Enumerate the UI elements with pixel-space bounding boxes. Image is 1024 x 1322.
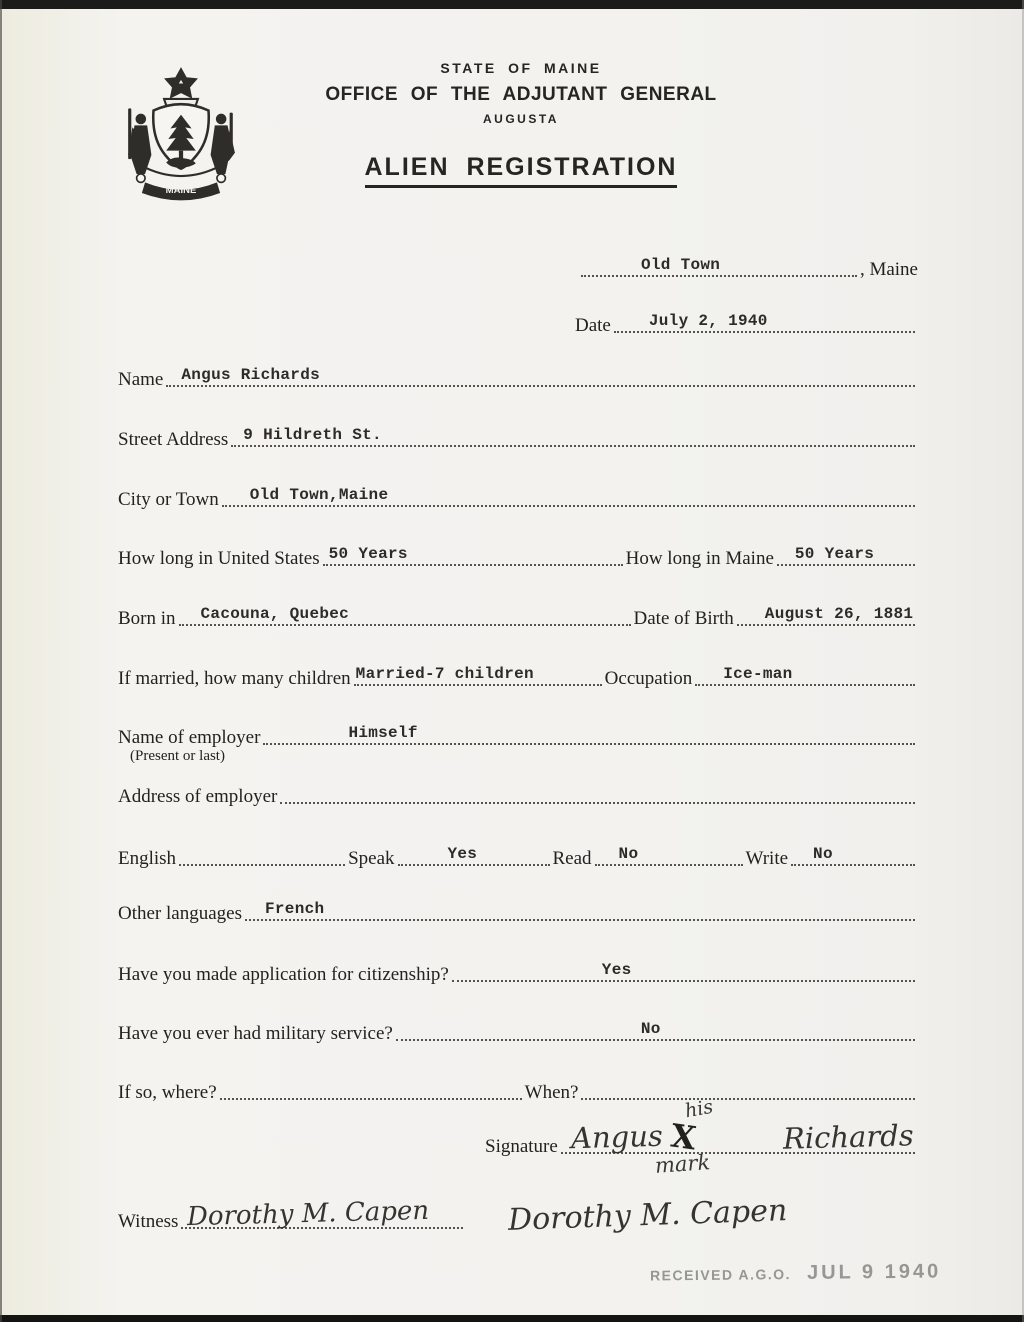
speak-label: Speak: [348, 848, 395, 869]
dotted-line: [280, 794, 915, 804]
form-title: ALIEN REGISTRATION: [365, 153, 678, 188]
scan-edge-top: [0, 0, 1024, 9]
speak-value: Yes: [447, 844, 478, 863]
field-row-place: [578, 255, 918, 281]
field-row-street: [118, 425, 918, 451]
stamp-agency-text: RECEIVED A.G.O.: [649, 1266, 792, 1284]
dotted-line: [695, 664, 915, 686]
dotted-line: [614, 311, 915, 333]
dotted-line: [245, 899, 915, 921]
dotted-line: [561, 1095, 915, 1178]
field-row-residency: [118, 544, 918, 570]
dotted-line: [179, 604, 631, 626]
city-label: City or Town: [118, 489, 219, 510]
place-state-label: , Maine: [859, 259, 918, 280]
name-value: Angus Richards: [181, 365, 320, 384]
where-label: If so, where?: [118, 1082, 217, 1103]
us-years-label: How long in United States: [118, 548, 320, 569]
dotted-line: [452, 960, 915, 982]
date-value: July 2, 1940: [648, 311, 768, 330]
his-mark-x: X: [668, 1116, 699, 1158]
english-label: English: [118, 848, 177, 869]
maine-years-value: 50 Years: [794, 544, 875, 563]
dotted-line: [323, 544, 623, 566]
field-row-family-occupation: [118, 664, 918, 690]
read-label: Read: [552, 848, 592, 869]
dotted-line: [581, 1090, 915, 1100]
field-row-witness: [118, 1193, 918, 1238]
field-row-where-when: [118, 1082, 918, 1104]
field-row-date: [575, 311, 918, 337]
occupation-value: Ice-man: [723, 664, 793, 683]
dotted-line: [398, 844, 550, 866]
header-office-line: OFFICE OF THE ADJUTANT GENERAL: [325, 84, 717, 105]
witness-signature: Dorothy M. Capen: [187, 1195, 430, 1233]
occupation-label: Occupation: [604, 668, 693, 689]
write-value: No: [813, 844, 833, 863]
field-row-other-languages: [118, 899, 918, 925]
dotted-line: [791, 844, 915, 866]
his-mark-top-text: his: [683, 1095, 715, 1123]
form-header: [320, 60, 722, 188]
his-mark-bottom-text: mark: [654, 1149, 711, 1178]
citizenship-value: Yes: [601, 960, 632, 979]
field-row-employer-address: [118, 786, 918, 808]
place-town-value: Old Town: [641, 255, 721, 274]
write-label: Write: [745, 848, 789, 869]
street-label: Street Address: [118, 429, 229, 450]
dotted-line: [166, 365, 915, 387]
birth-date-label: Date of Birth: [633, 608, 734, 629]
field-row-city: [118, 485, 918, 511]
witness-countersignature: Dorothy M. Capen: [507, 1193, 789, 1238]
employer-sublabel: (Present or last): [130, 748, 225, 764]
field-row-citizenship: [118, 960, 918, 986]
dotted-line: [222, 485, 915, 507]
received-stamp: [650, 1260, 941, 1286]
field-row-military: [118, 1019, 918, 1045]
dotted-line: [220, 1090, 522, 1100]
signature-first-name: Angus: [570, 1118, 664, 1156]
signature-label: Signature: [485, 1136, 558, 1157]
dotted-line: [179, 856, 345, 866]
citizenship-label: Have you made application for citizenship?: [118, 964, 449, 985]
children-label: If married, how many children: [118, 668, 351, 689]
born-in-value: Cacouna, Quebec: [200, 604, 350, 623]
maine-years-label: How long in Maine: [625, 548, 774, 569]
dotted-line: [181, 1195, 463, 1233]
children-value: Married-7 children: [355, 664, 534, 683]
dotted-line: [581, 255, 857, 277]
birth-date-value: August 26, 1881: [764, 604, 914, 623]
field-row-name: [118, 365, 918, 391]
dotted-line: [231, 425, 915, 447]
scan-edge-left: [0, 0, 2, 1322]
maine-state-seal-icon: [116, 64, 246, 212]
dotted-line: [354, 664, 602, 686]
employer-address-label: Address of employer: [118, 786, 278, 807]
dotted-line: [396, 1019, 915, 1041]
dotted-line: [595, 844, 743, 866]
signature-last-name: Richards: [782, 1118, 914, 1156]
field-row-signature: [485, 1095, 918, 1178]
born-in-label: Born in: [118, 608, 176, 629]
header-city-line: AUGUSTA: [483, 112, 559, 126]
witness-label: Witness: [118, 1211, 179, 1233]
city-value: Old Town,Maine: [249, 485, 389, 504]
name-label: Name: [118, 369, 164, 390]
other-languages-value: French: [264, 899, 325, 918]
us-years-value: 50 Years: [328, 544, 408, 563]
read-value: No: [618, 844, 639, 863]
scan-edge-bottom: [0, 1315, 1024, 1322]
when-label: When?: [524, 1082, 579, 1103]
field-row-english: [118, 844, 918, 870]
street-value: 9 Hildreth St.: [243, 425, 382, 444]
dotted-line: [777, 544, 915, 566]
header-state-line: STATE OF MAINE: [440, 60, 602, 76]
stamp-date-text: JUL 9 1940: [806, 1260, 942, 1284]
military-value: No: [640, 1019, 661, 1038]
dotted-line: [263, 723, 915, 745]
field-row-employer: [118, 723, 918, 764]
field-row-birth: [118, 604, 918, 630]
his-mark-block: [654, 1095, 715, 1178]
military-label: Have you ever had military service?: [118, 1023, 393, 1044]
other-languages-label: Other languages: [118, 903, 242, 924]
seal-banner-text: MAINE: [165, 184, 197, 196]
employer-value: Himself: [348, 723, 418, 742]
date-label: Date: [575, 315, 611, 336]
dotted-line: [737, 604, 915, 626]
employer-label: Name of employer: [118, 727, 261, 748]
